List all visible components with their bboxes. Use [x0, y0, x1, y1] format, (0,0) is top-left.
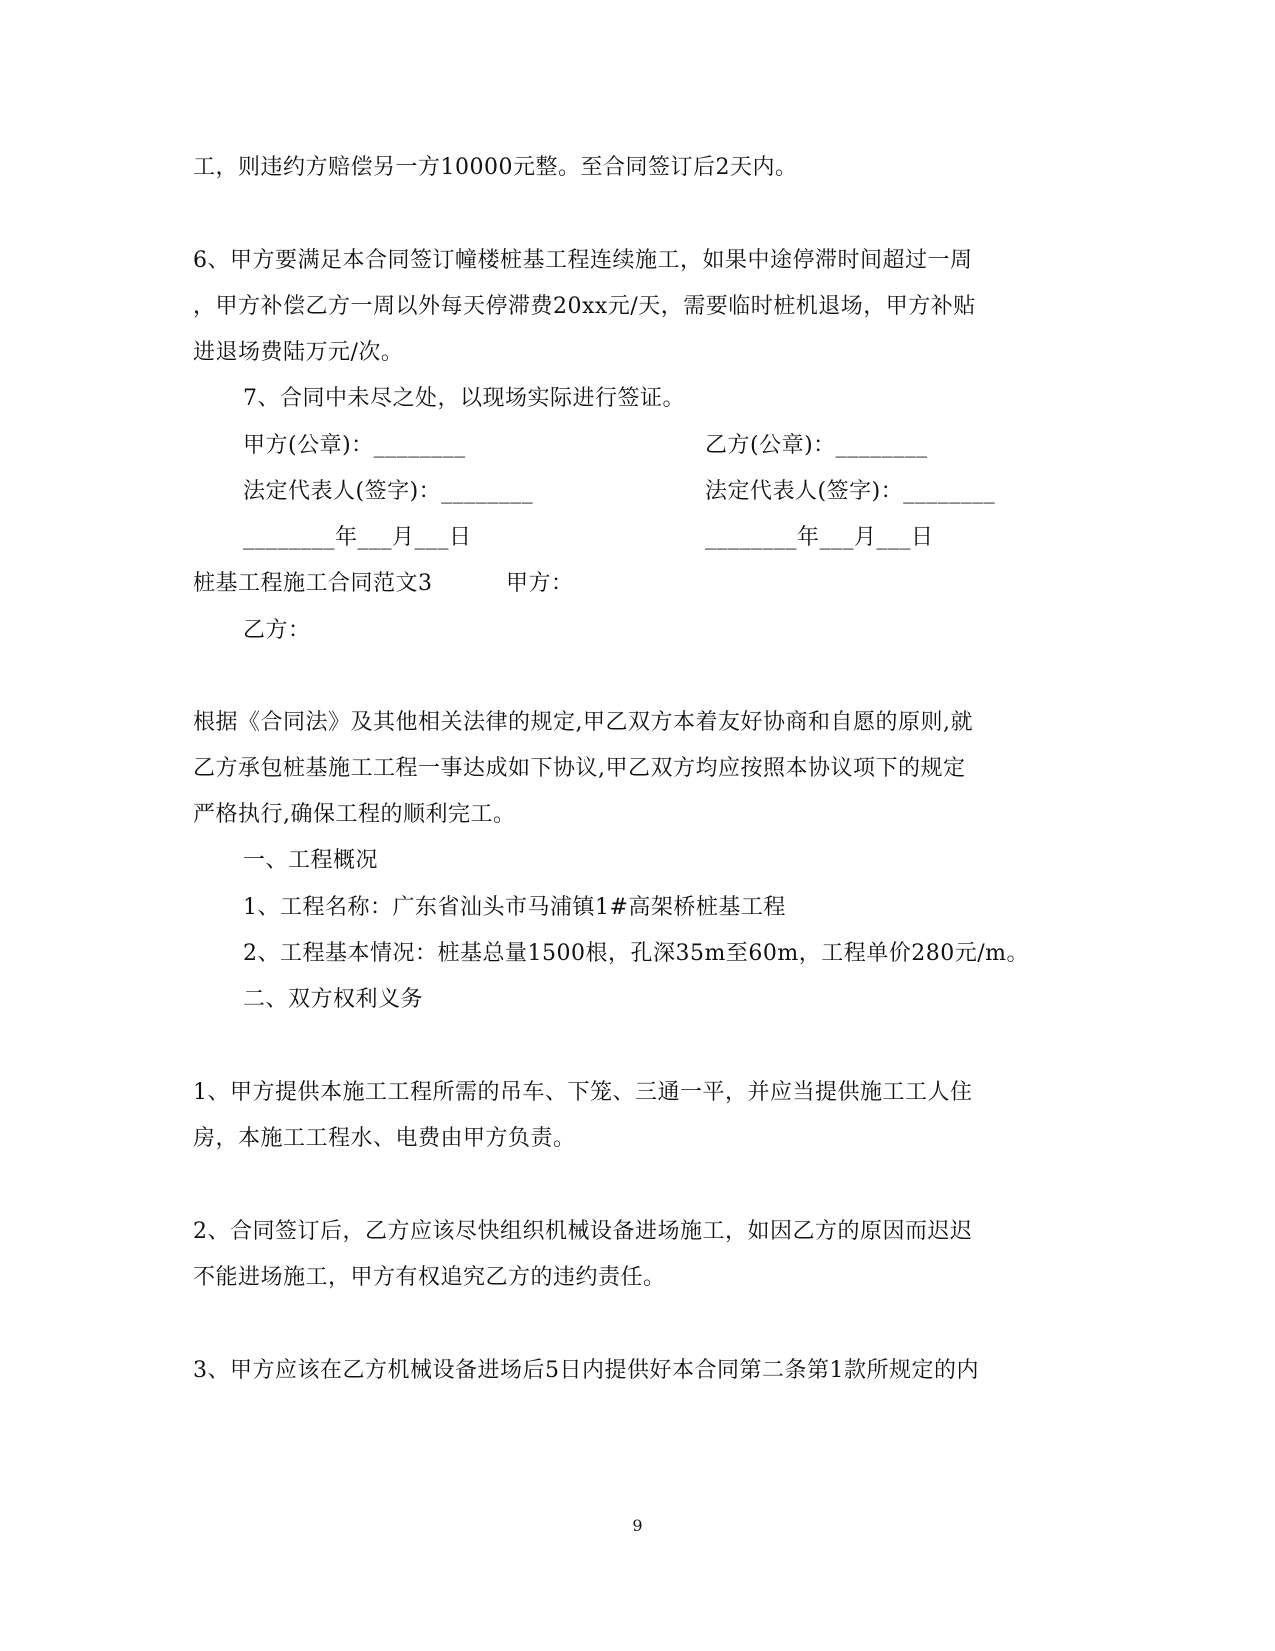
party-b-seal: 乙方(公章)：________	[705, 433, 928, 458]
party-b-date: ________年___月___日	[705, 525, 934, 550]
paragraph-line: 7、合同中未尽之处，以现场实际进行签证。	[243, 386, 685, 411]
page-number: 9	[632, 1516, 643, 1535]
sample-title: 桩基工程施工合同范文3	[193, 571, 433, 596]
paragraph-line: ，甲方补偿乙方一周以外每天停滞费20xx元/天，需要临时桩机退场，甲方补贴	[193, 294, 976, 319]
paragraph-line: 工，则违约方赔偿另一方10000元整。至合同签订后2天内。	[193, 155, 798, 180]
paragraph-line: 不能进场施工，甲方有权追究乙方的违约责任。	[193, 1265, 666, 1290]
paragraph-line: 6、甲方要满足本合同签订幢楼桩基工程连续施工，如果中途停滞时间超过一周	[193, 248, 973, 273]
party-a-representative: 法定代表人(签字)：________	[243, 479, 534, 504]
party-a-seal: 甲方(公章)：________	[243, 433, 466, 458]
section-heading: 二、双方权利义务	[243, 987, 424, 1012]
party-b-representative: 法定代表人(签字)：________	[705, 479, 996, 504]
paragraph-line: 1、工程名称：广东省汕头市马浦镇1#高架桥桩基工程	[243, 895, 786, 920]
party-a-label: 甲方：	[506, 571, 574, 596]
paragraph-line: 房，本施工工程水、电费由甲方负责。	[193, 1126, 576, 1151]
paragraph-line: 2、合同签订后，乙方应该尽快组织机械设备进场施工，如因乙方的原因而迟迟	[193, 1219, 973, 1244]
party-b-label: 乙方：	[243, 618, 311, 643]
paragraph-line: 严格执行,确保工程的顺利完工。	[193, 802, 516, 827]
paragraph-line: 1、甲方提供本施工工程所需的吊车、下笼、三通一平，并应当提供施工工人住	[193, 1080, 973, 1105]
paragraph-line: 进退场费陆万元/次。	[193, 340, 404, 365]
party-a-date: ________年___月___日	[243, 525, 472, 550]
paragraph-line: 2、工程基本情况：桩基总量1500根，孔深35m至60m，工程单价280元/m。	[243, 941, 1029, 966]
paragraph-line: 3、甲方应该在乙方机械设备进场后5日内提供好本合同第二条第1款所规定的内	[193, 1358, 979, 1383]
section-heading: 一、工程概况	[243, 848, 379, 873]
paragraph-line: 乙方承包桩基施工工程一事达成如下协议,甲乙双方均应按照本协议项下的规定	[193, 756, 966, 781]
paragraph-line: 根据《合同法》及其他相关法律的规定,甲乙双方本着友好协商和自愿的原则,就	[193, 710, 973, 735]
